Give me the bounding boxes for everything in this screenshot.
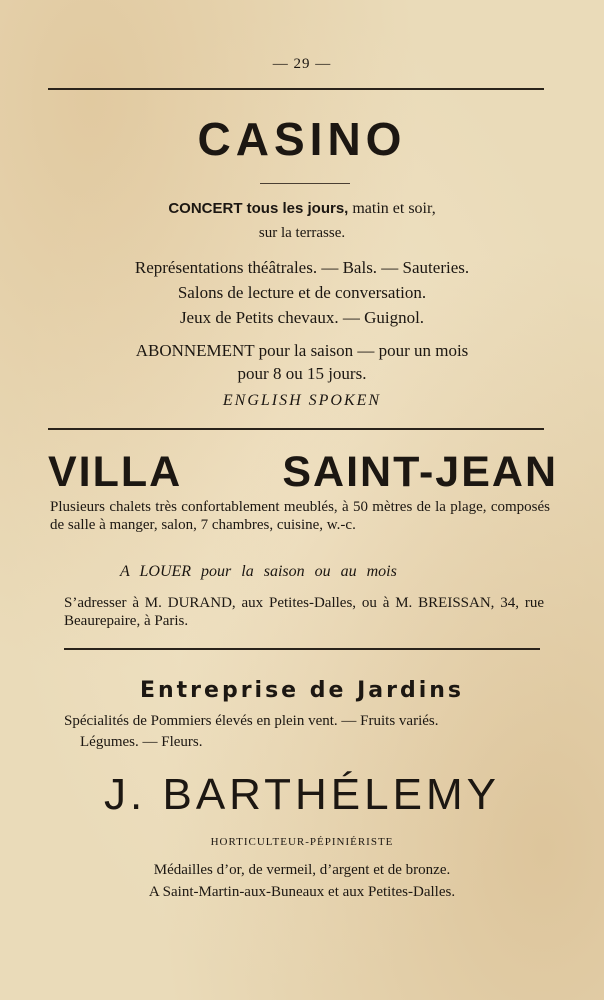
jardins-desc-line2: Légumes. — Fleurs. xyxy=(80,734,203,750)
casino-title-underline xyxy=(260,183,350,184)
concert-label: CONCERT xyxy=(168,200,243,217)
jardins-desc-line1: Spécialités de Pommiers élevés en plein vent. — Fruits variés. xyxy=(64,713,439,729)
jardins-description xyxy=(64,711,544,753)
barthelemy-address: A Saint-Martin-aux-Buneaux et aux Petites-Dalles. xyxy=(148,884,456,900)
casino-activities: Représentations théâtrales. — Bals. — Sauteries. xyxy=(134,258,470,277)
barthelemy-name: J. BARTHÉLEMY xyxy=(104,770,500,819)
terrasse-line: sur la terrasse. xyxy=(258,225,346,241)
barthelemy-profession: HORTICULTEUR-PÉPINIÉRISTE xyxy=(210,836,394,848)
villa-contact: S’adresser à M. DURAND, aux Petites-Dalles, ou à M. BREISSAN, 34, rue Beaurepaire, à Paris. xyxy=(64,595,544,629)
concert-line xyxy=(0,200,604,218)
villa-title-word2: SAINT-JEAN xyxy=(282,448,558,496)
casino-salons: Salons de lecture et de conversation. xyxy=(177,283,427,302)
casino-abonnement: ABONNEMENT pour la saison — pour un mois xyxy=(135,341,469,360)
casino-jeux: Jeux de Petits chevaux. — Guignol. xyxy=(179,308,425,327)
barthelemy-medailles: Médailles d’or, de vermeil, d’argent et de bronze. xyxy=(153,862,451,878)
villa-title xyxy=(48,448,558,497)
casino-title: CASINO xyxy=(197,113,407,165)
villa-title-word1: VILLA xyxy=(48,448,183,496)
casino-divider xyxy=(48,428,544,430)
english-spoken: ENGLISH SPOKEN xyxy=(222,392,382,409)
villa-a-louer: A LOUER pour la saison ou au mois xyxy=(120,563,397,580)
villa-description: Plusieurs chalets très confortablement meublés, à 50 mètres de la plage, composés de salle à manger, salon, 7 chambres, cuisine, w.-c. xyxy=(50,499,550,533)
concert-rest: tous les jours, xyxy=(242,200,349,217)
villa-divider xyxy=(64,648,540,650)
top-rule xyxy=(48,88,544,90)
concert-time: matin et soir, xyxy=(348,200,436,217)
casino-abonnement-duration: pour 8 ou 15 jours. xyxy=(237,364,367,383)
page-number: — 29 — xyxy=(272,56,332,72)
jardins-title: Entreprise de Jardins xyxy=(139,678,465,703)
